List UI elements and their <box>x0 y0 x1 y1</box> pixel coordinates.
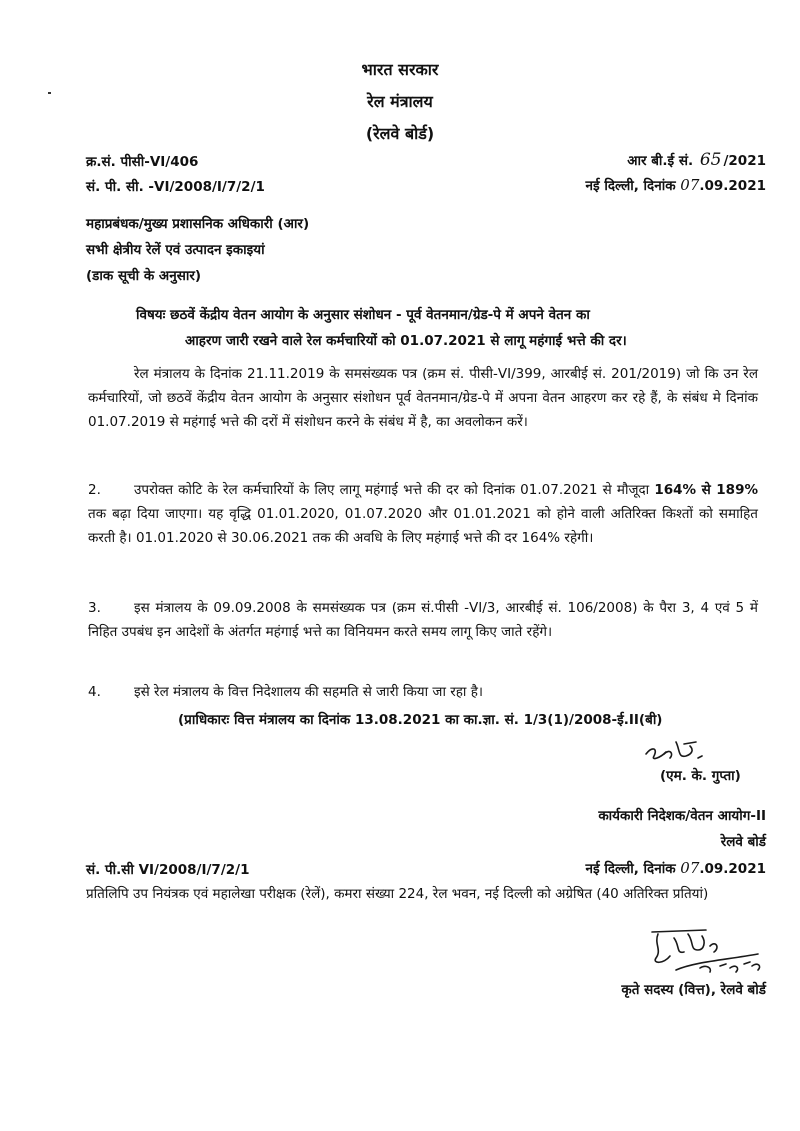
header-ministry: रेल मंत्रालय <box>367 92 433 111</box>
paragraph-3-text: इस मंत्रालय के 09.09.2008 के समसंख्यक पत्र (क्रम सं.पीसी -VI/3, आरबीई सं. 106/2008) के पैरा 3, 4 एवं 5 में निहित उपबंध इन आदेशों के अंतर्गत महंगाई भत्ते का विनियमन करते समय लागू किए जाते रहेंगे। <box>88 600 758 640</box>
paragraph-3 <box>88 596 758 644</box>
paragraph-3-number: 3. <box>88 600 101 616</box>
addressee-line-1: महाप्रबंधक/मुख्य प्रशासनिक अधिकारी (आर) <box>86 216 310 232</box>
paragraph-4-number: 4. <box>88 684 101 700</box>
addressee-line-3: (डाक सूची के अनुसार) <box>86 268 202 284</box>
ref-file-number: सं. पी. सी. -VI/2008/I/7/2/1 <box>86 179 265 195</box>
rbe-prefix: आर बी.ई सं. <box>627 153 694 169</box>
copy-date <box>586 859 767 877</box>
signatory-name: (एम. के. गुप्ता) <box>660 768 741 784</box>
addressee-line-2: सभी क्षेत्रीय रेलें एवं उत्पादन इकाइयां <box>86 242 265 258</box>
header-government: भारत सरकार <box>361 60 439 79</box>
paragraph-4 <box>88 680 758 704</box>
rbe-number <box>627 150 766 170</box>
subject-line-2: आहरण जारी रखने वाले रेल कर्मचारियों को 01.07.2021 से लागू महंगाई भत्ते की दर। <box>185 333 627 349</box>
signatory-designation: कार्यकारी निदेशक/वेतन आयोग-II <box>598 808 766 824</box>
date-prefix: नई दिल्ली, दिनांक <box>585 178 676 194</box>
copy-to-text: प्रतिलिपि उप नियंत्रक एवं महालेखा परीक्षक (रेलें), कमरा संख्या 224, रेल भवन, नई दिल्ली को अग्रेषित (40 अतिरिक्त प्रतियां) <box>86 886 709 902</box>
copy-date-prefix: नई दिल्ली, दिनांक <box>585 861 676 877</box>
authority-line: (प्राधिकारः वित्त मंत्रालय का दिनांक 13.08.2021 का का.ज्ञा. सं. 1/3(1)/2008-ई.II(बी) <box>178 712 663 728</box>
header-board: (रेलवे बोर्ड) <box>365 124 435 143</box>
signatory-organization: रेलवे बोर्ड <box>720 834 766 850</box>
rbe-year: /2021 <box>723 153 766 169</box>
rbe-handwritten-number: 65 <box>699 150 722 170</box>
ref-serial-number: क्र.सं. पीसी-VI/406 <box>86 154 199 170</box>
paragraph-2-number: 2. <box>88 482 101 498</box>
date-month-year: .09.2021 <box>699 178 766 194</box>
copy-signer: कृते सदस्य (वित्त), रेलवे बोर्ड <box>621 982 766 998</box>
paragraph-4-text: इसे रेल मंत्रालय के वित्त निदेशालय की सहमति से जारी किया जा रहा है। <box>134 684 483 700</box>
paragraph-2-rate-change: 164% से 189% <box>654 482 758 498</box>
copy-ref-number: सं. पी.सी VI/2008/I/7/2/1 <box>86 862 250 878</box>
signature-image-finance <box>640 920 770 980</box>
paragraph-2-text-b: तक बढ़ा दिया जाएगा। यह वृद्धि 01.01.2020, 01.07.2020 और 01.01.2021 को होने वाली अतिरिक्त किश्तों को समाहित करती है। 01.01.2020 से 30.06.2021 तक की अवधि के लिए महंगाई भत्ते की दर 164% रहेगी। <box>88 506 758 546</box>
paragraph-2 <box>88 478 758 550</box>
copy-date-month-year: .09.2021 <box>699 861 766 877</box>
paragraph-2-text-a: उपरोक्त कोटि के रेल कर्मचारियों के लिए लागू महंगाई भत्ते की दर को दिनांक 01.07.2021 से मौजूदा <box>134 482 650 498</box>
copy-date-handwritten-day: 07 <box>680 859 700 877</box>
issue-date <box>586 176 767 194</box>
date-handwritten-day: 07 <box>680 176 700 194</box>
subject-line-1: विषयः छठवें केंद्रीय वेतन आयोग के अनुसार संशोधन - पूर्व वेतनमान/ग्रेड-पे में अपने वेतन का <box>136 307 590 323</box>
paragraph-1: रेल मंत्रालय के दिनांक 21.11.2019 के समसंख्यक पत्र (क्रम सं. पीसी-VI/399, आरबीई सं. 201/2019) जो कि उन रेल कर्मचारियों, जो छठवें केंद्रीय वेतन आयोग के अनुसार संशोधन पूर्व वेतनमान/ग्रेड-पे में अपना वेतन आहरण कर रहे हैं, के संबंध मे दिनांक 01.07.2019 से महंगाई भत्ते की दरों में संशोधन करने के संबंध में है, का अवलोकन करें। <box>88 366 758 430</box>
